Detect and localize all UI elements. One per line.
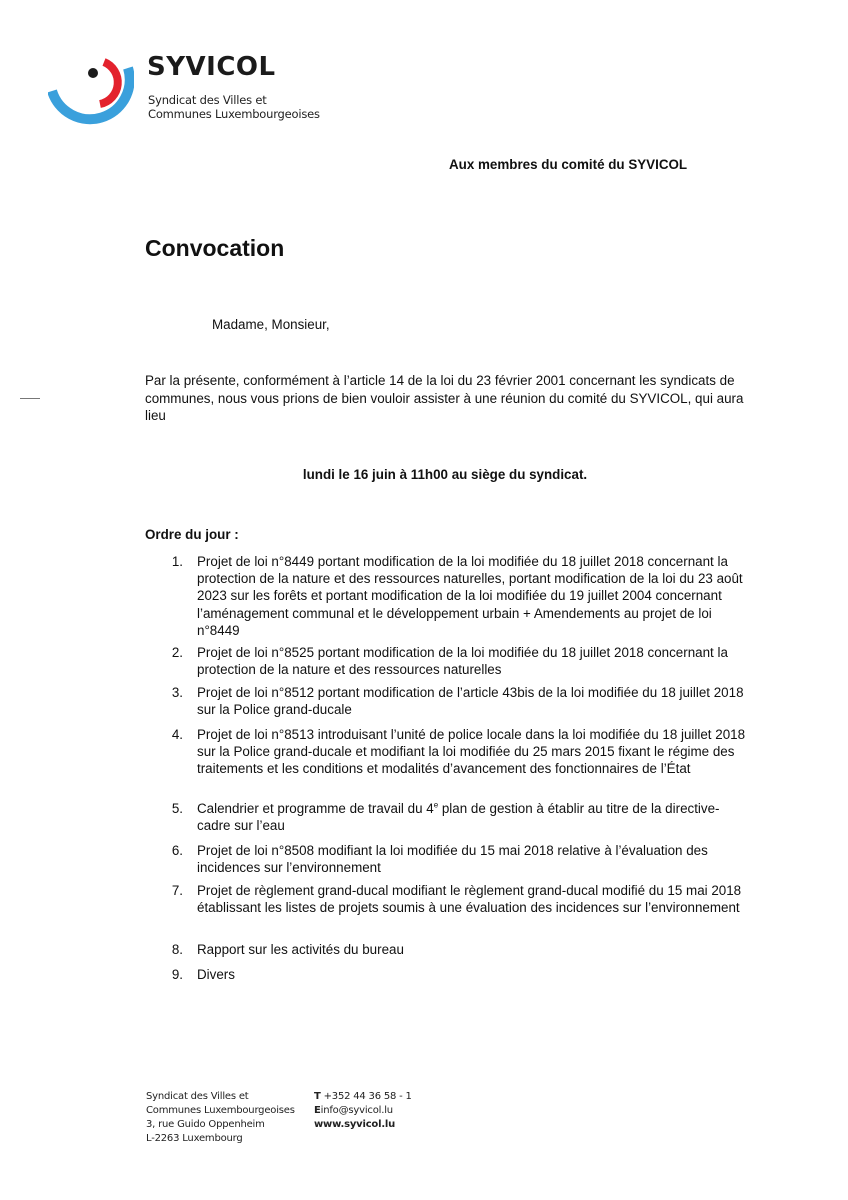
agenda-item (145, 842, 755, 876)
email-label: E (314, 1105, 321, 1116)
agenda-item (145, 726, 755, 778)
agenda-item-number: 5. (171, 801, 183, 816)
agenda-item (145, 966, 755, 983)
org-name: SYVICOL (147, 52, 276, 82)
org-subtitle (148, 93, 320, 121)
margin-fold-mark (20, 398, 40, 399)
agenda-heading: Ordre du jour : (145, 527, 239, 542)
email-link[interactable]: info@syvicol.lu (320, 1105, 393, 1116)
intro-paragraph: Par la présente, conformément à l’article 14 de la loi du 23 février 2001 concernant les syndicats de communes, nous vous prions de bien vouloir assister à une réunion du comité du SYVICOL, qui aura lieu (145, 373, 744, 423)
logo-dot (88, 68, 98, 78)
document-title: Convocation (145, 235, 285, 261)
agenda-item-text-part: Calendrier et programme de travail du 4 (197, 801, 434, 816)
agenda-item-text: Divers (197, 967, 235, 982)
agenda-item (145, 941, 755, 958)
agenda-item-number: 6. (171, 843, 183, 858)
agenda-item (145, 882, 755, 916)
phone-label: T (314, 1091, 321, 1102)
org-subtitle-line: Syndicat des Villes et (148, 93, 267, 107)
agenda-item (145, 684, 755, 718)
footer-website (314, 1118, 412, 1132)
logo-red-arc (100, 62, 118, 104)
footer-email (314, 1104, 412, 1118)
agenda-item-text: Projet de loi n°8513 introduisant l’unité de police locale dans la loi modifiée du 18 juillet 2018 sur la Police grand-ducale et modifiant la loi modifiée du 25 mars 2015 fixant le régime des traitements et les conditions et modalités d’avancement des fonctionnaires de l’État (197, 727, 746, 777)
syvicol-logo (48, 52, 134, 130)
agenda-item-text: Projet de loi n°8508 modifiant la loi modifiée du 15 mai 2018 relative à l’évaluation des incidences sur l’environnement (197, 843, 708, 876)
org-subtitle-line: Communes Luxembourgeoises (148, 107, 320, 121)
agenda-item-text: Projet de loi n°8525 portant modification de la loi modifiée du 18 juillet 2018 concernant la protection de la nature et des ressources naturelles (197, 645, 728, 678)
agenda-item-text-part: plan de gestion à établir au titre de la directive-cadre sur l’eau (197, 801, 720, 834)
agenda-item-number: 9. (171, 967, 183, 982)
footer-address-line: 3, rue Guido Oppenheim (146, 1119, 265, 1130)
salutation: Madame, Monsieur, (212, 317, 330, 332)
footer-phone (314, 1090, 412, 1104)
agenda-item-number: 4. (171, 727, 183, 742)
agenda-item-text: Projet de loi n°8449 portant modification de la loi modifiée du 18 juillet 2018 concernant la protection de la nature et des ressources naturelles, portant modification de la loi du 23 août 2023 sur les forêts et portant modification de la loi modifiée du 19 juillet 2004 concernant l’aménagement communal et le développement urbain + Amendements au projet de loi n°8449 (197, 554, 743, 638)
website-link[interactable]: www.syvicol.lu (314, 1119, 396, 1130)
agenda-item-number: 8. (171, 942, 183, 957)
ordinal-suffix: e (433, 800, 439, 810)
footer-address-line: L-2263 Luxembourg (146, 1133, 243, 1144)
agenda-item-text (197, 800, 752, 834)
agenda-item (145, 553, 755, 639)
agenda-item (145, 800, 755, 834)
agenda-item-number: 7. (171, 883, 183, 898)
phone-number: +352 44 36 58 - 1 (323, 1091, 412, 1102)
footer-address-line: Syndicat des Villes et (146, 1091, 249, 1102)
agenda-item-number: 3. (171, 685, 183, 700)
agenda-item-number: 2. (171, 645, 183, 660)
agenda-item-number: 1. (171, 554, 183, 569)
agenda-item-text: Projet de loi n°8512 portant modification de l’article 43bis de la loi modifiée du 18 juillet 2018 sur la Police grand-ducale (197, 685, 744, 718)
agenda-item-text: Projet de règlement grand-ducal modifiant le règlement grand-ducal modifié du 15 mai 2018 établissant les listes de projets soumis à une évaluation des incidences sur l’environnement (197, 883, 742, 916)
meeting-details: lundi le 16 juin à 11h00 au siège du syndicat. (302, 467, 588, 482)
addressee: Aux membres du comité du SYVICOL (449, 157, 688, 172)
agenda-item (145, 644, 755, 678)
footer-contact (314, 1090, 412, 1132)
agenda-item-text: Rapport sur les activités du bureau (197, 942, 404, 957)
footer-address-line: Communes Luxembourgeoises (146, 1105, 295, 1116)
footer-address (146, 1090, 295, 1146)
